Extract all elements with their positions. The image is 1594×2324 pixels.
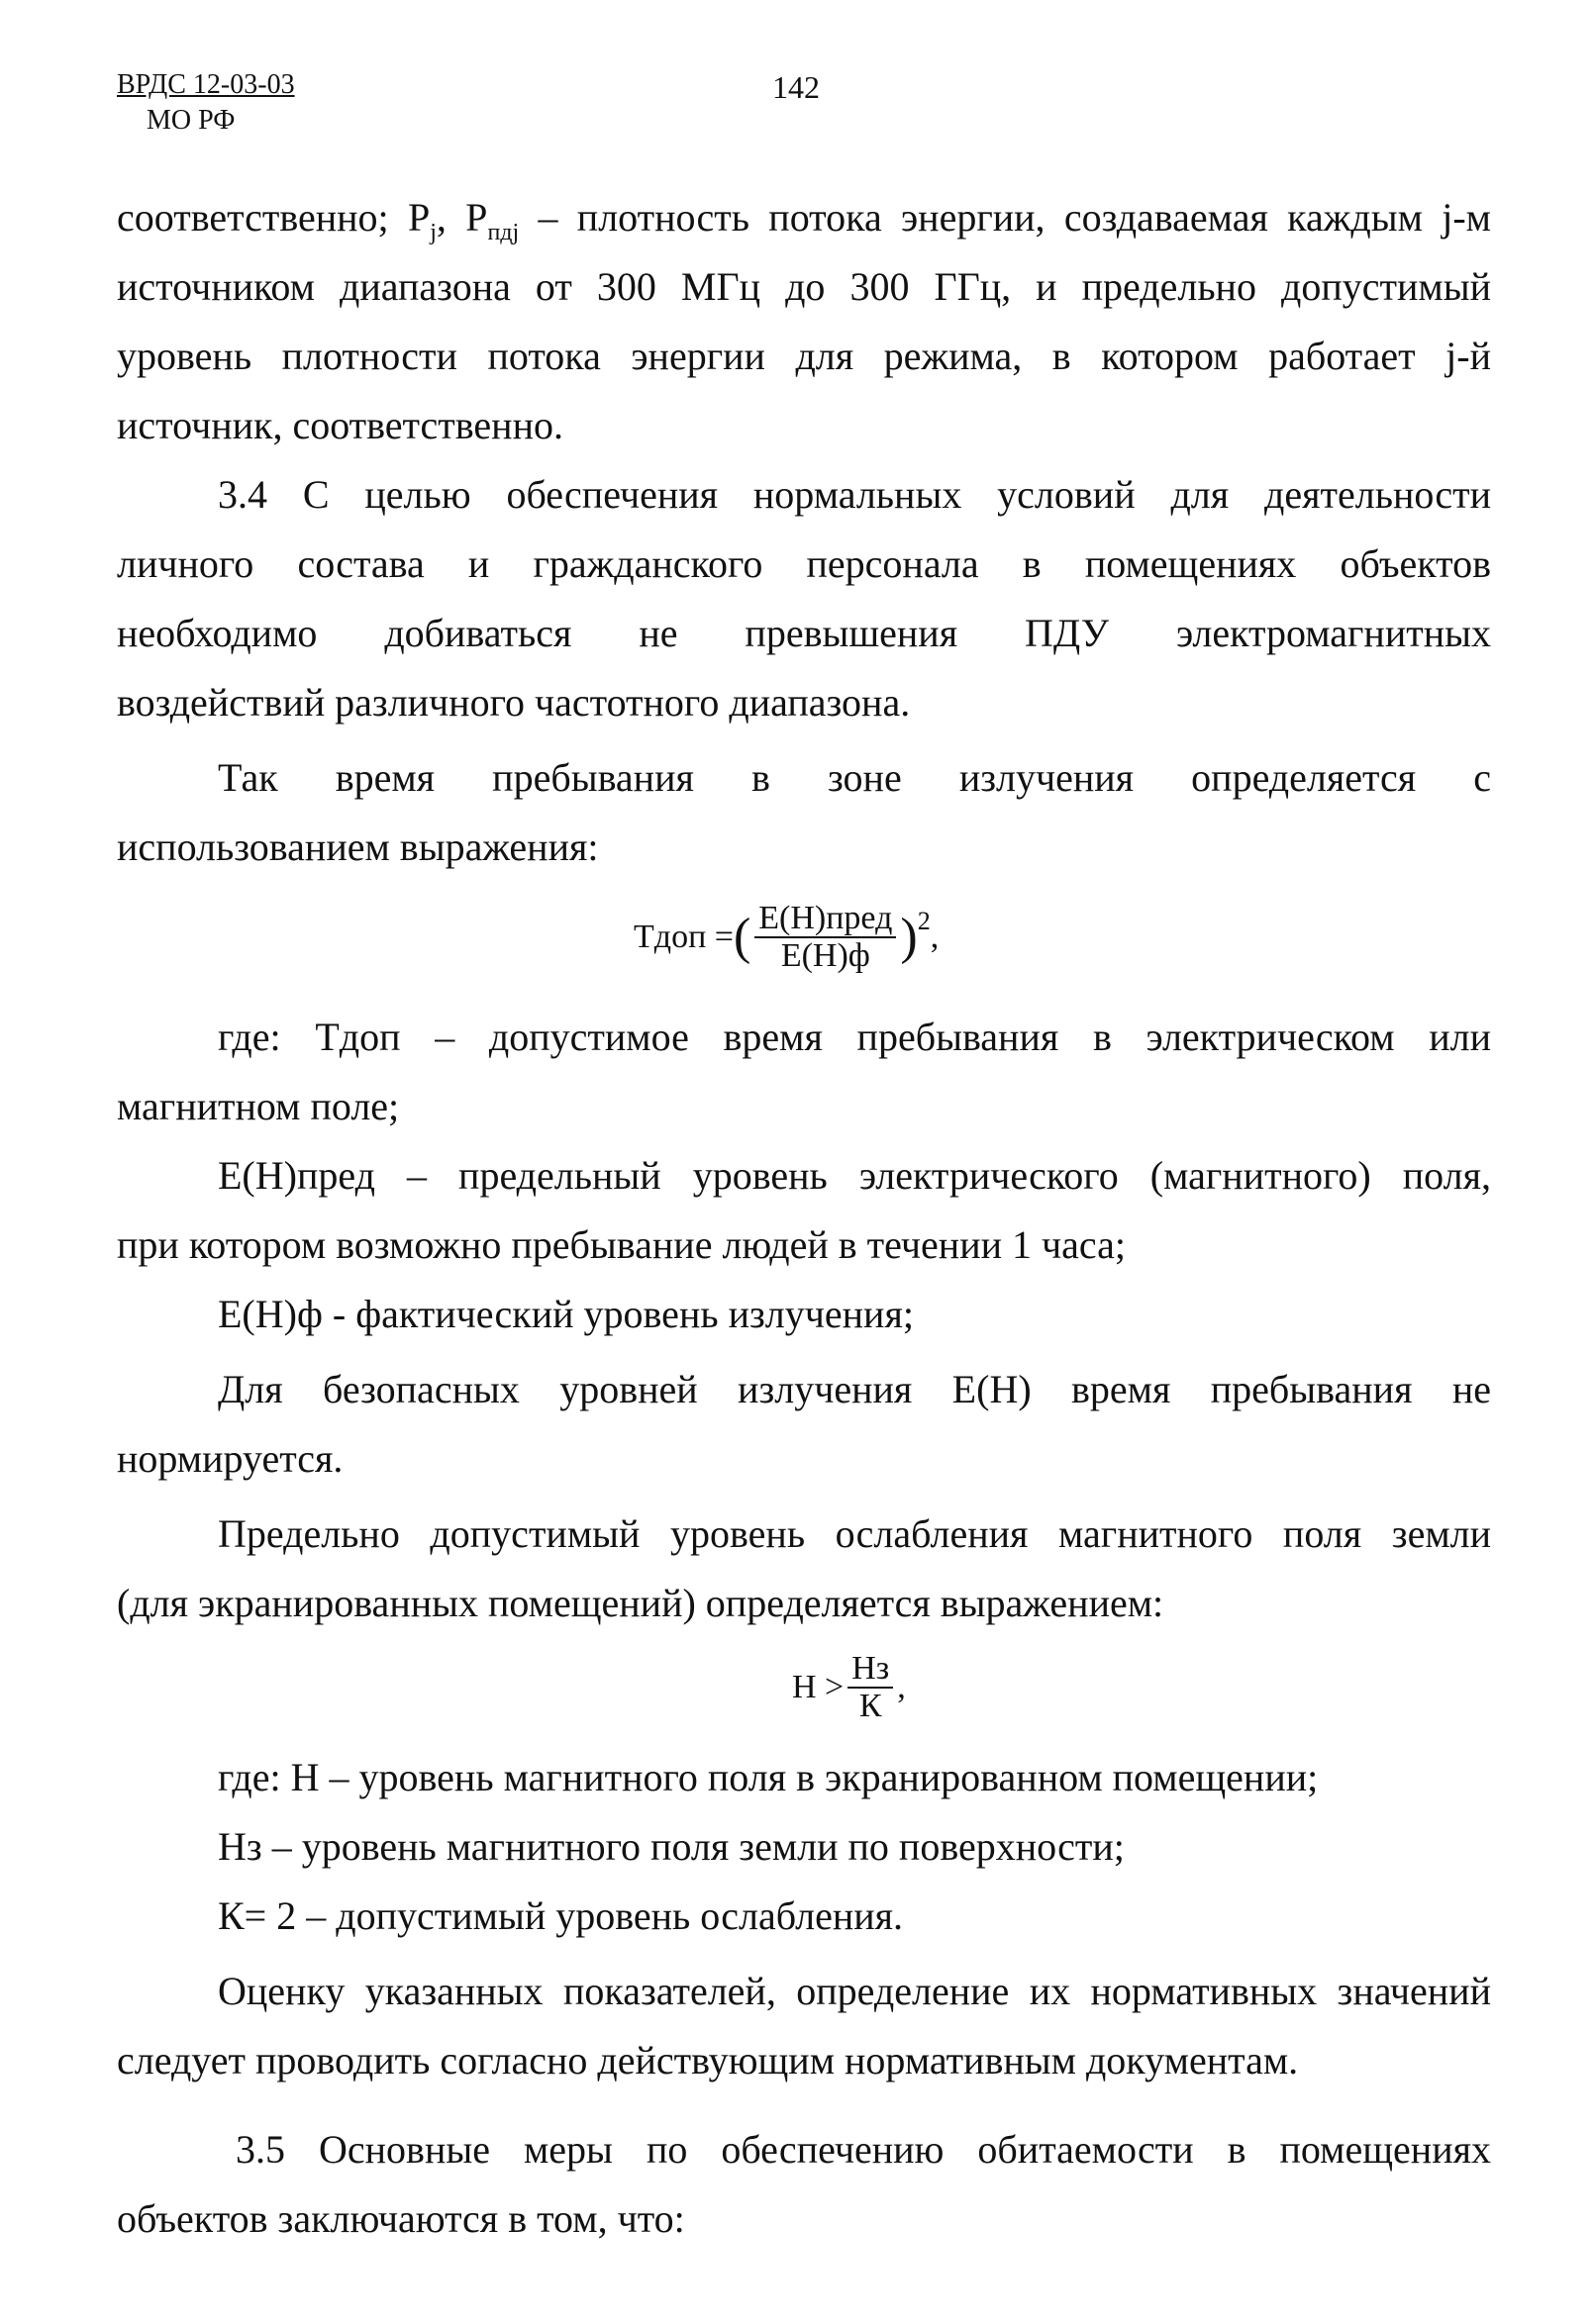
text-line: Для безопасных уровней излучения E(H) время пребывания не [218,1367,1491,1411]
text-line: E(H)ф - фактический уровень излучения; [218,1292,914,1336]
text-line: где: H – уровень магнитного поля в экранированном помещении; [218,1755,1319,1799]
text-line: источником диапазона от 300 МГц до 300 ГГц, и предельно допустимый [117,264,1491,309]
text-line: нормируется. [117,1436,344,1481]
text-line: источник, соответственно. [117,403,563,447]
text-line: магнитном поле; [117,1084,400,1128]
text-line: 3.4 С целью обеспечения нормальных условий для деятельности [218,472,1491,517]
text-line: где: Тдоп – допустимое время пребывания в электрическом или [218,1015,1491,1059]
formula-lhs: H > [792,1669,845,1705]
text-line: (для экранированных помещений) определяется выражением: [117,1581,1164,1625]
exponent: 2 [917,907,931,935]
text-line: необходимо добиваться не превышения ПДУ электромагнитных [117,611,1491,655]
text-line: использованием выражения: [117,824,599,869]
text-line: Так время пребывания в зоне излучения определяется с [218,755,1491,800]
formula-time: Тдоп = ( $\frac{\text{E(H)пред}}{E(H)ф}$ ) 2 , [634,900,940,974]
page-number: 142 [772,69,820,105]
text-line: объектов заключаются в том, что: [117,2196,685,2241]
text-line: К= 2 – допустимый уровень ослабления. [218,1893,904,1938]
text-line: Предельно допустимый уровень ослабления магнитного поля земли [218,1511,1491,1556]
text-line: Оценку указанных показателей, определение их нормативных значений [218,1969,1491,2013]
text-line: следует проводить согласно действующим нормативным документам. [117,2038,1299,2082]
text-line: Нз – уровень магнитного поля земли по поверхности; [218,1824,1125,1869]
text-line: личного состава и гражданского персонала в помещениях объектов [117,541,1491,586]
organization: МО РФ [147,105,236,136]
text-line: соответственно; $P_j$, $P_{пдj}$ – плотность потока энергии, создаваемая каждым j-м [117,195,1491,245]
fraction: $\frac{\text{E(H)пред}}{E(H)ф}$ [754,901,896,974]
text-line: при котором возможно пребывание людей в течении 1 часа; [117,1222,1126,1267]
fraction: $\frac{Нз}{К}$ [847,1651,893,1724]
text-line: 3.5 Основные меры по обеспечению обитаемости в помещениях [236,2127,1491,2172]
text-line: E(H)пред – предельный уровень электрического (магнитного) поля, [218,1153,1491,1198]
formula-lhs: Тдоп = [634,919,734,955]
text-line: воздействий различного частотного диапазона. [117,680,911,725]
document-code: ВРДС 12-03-03 [117,69,295,100]
text-line: уровень плотности потока энергии для режима, в котором работает j-й [117,334,1491,378]
formula-attenuation: H > $\frac{Нз}{К}$ , [792,1650,906,1724]
